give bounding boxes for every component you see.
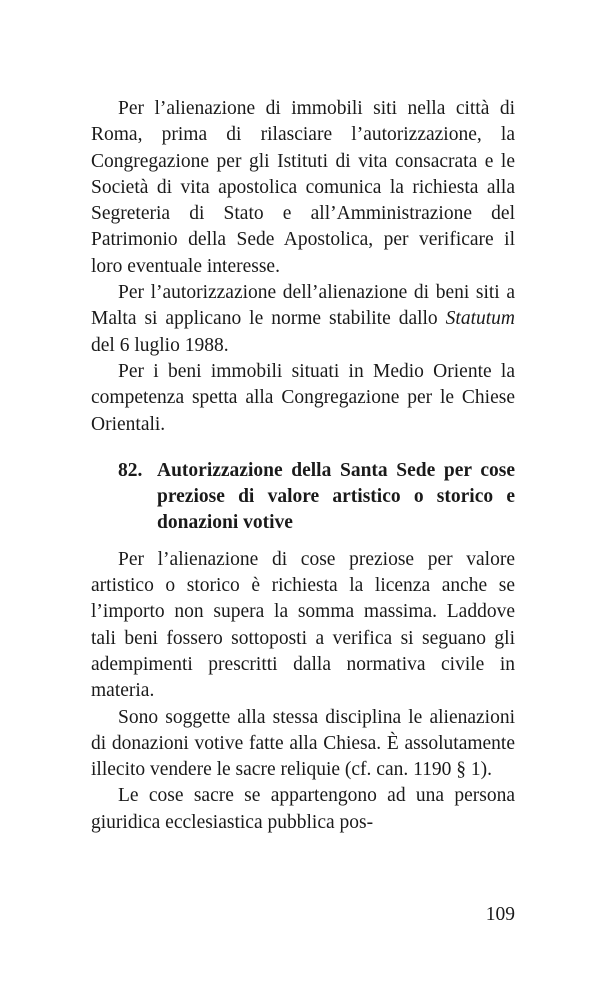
paragraph-malta-text-after: del 6 luglio 1988.: [91, 334, 229, 356]
paragraph-votive-donations: Sono soggette alla stessa disciplina le alienazioni di donazioni votive fatte alla Chiesa. È assolutamente illecito vendere le sacre reliquie (cf. can. 1190 § 1).: [91, 706, 515, 781]
paragraph-malta-text-before: Per l’autorizzazione dell’alienazione di beni siti a Malta si applicano le norme stabilite dallo: [91, 282, 515, 330]
paragraph-malta: [91, 280, 515, 359]
paragraph-precious-items: Per l’alienazione di cose preziose per valore artistico o storico è richiesta la licenza anche se l’importo non supera la somma massima. Laddove tali beni fossero sottoposti a verifica si seguano gli adempimenti prescritti dalla normativa civile in materia.: [91, 548, 515, 702]
page-body: [91, 96, 515, 836]
paragraph-rome-alienation: Per l’alienazione di immobili siti nella città di Roma, prima di rilasciare l’autorizzazione, la Congregazione per gli Istituti di vita consacrata e le Società di vita apostolica comunica la richiesta alla Segreteria di Stato e all’Amministrazione del Patrimonio della Sede Apostolica, per verificare il loro eventuale interesse.: [91, 98, 515, 277]
section-title: Autorizzazione della Santa Sede per cose preziose di valore artistico o storico e donazioni votive: [157, 459, 515, 534]
section-number: 82.: [118, 459, 143, 481]
section-heading: [91, 458, 515, 537]
page-number: 109: [485, 904, 515, 925]
paragraph-middle-east: Per i beni immobili situati in Medio Oriente la competenza spetta alla Congregazione per le Chiese Orientali.: [91, 360, 515, 435]
statutum-italic: Statutum: [445, 308, 515, 330]
paragraph-sacred-things: Le cose sacre se appartengono ad una persona giuridica ecclesiastica pubblica pos-: [91, 785, 515, 833]
